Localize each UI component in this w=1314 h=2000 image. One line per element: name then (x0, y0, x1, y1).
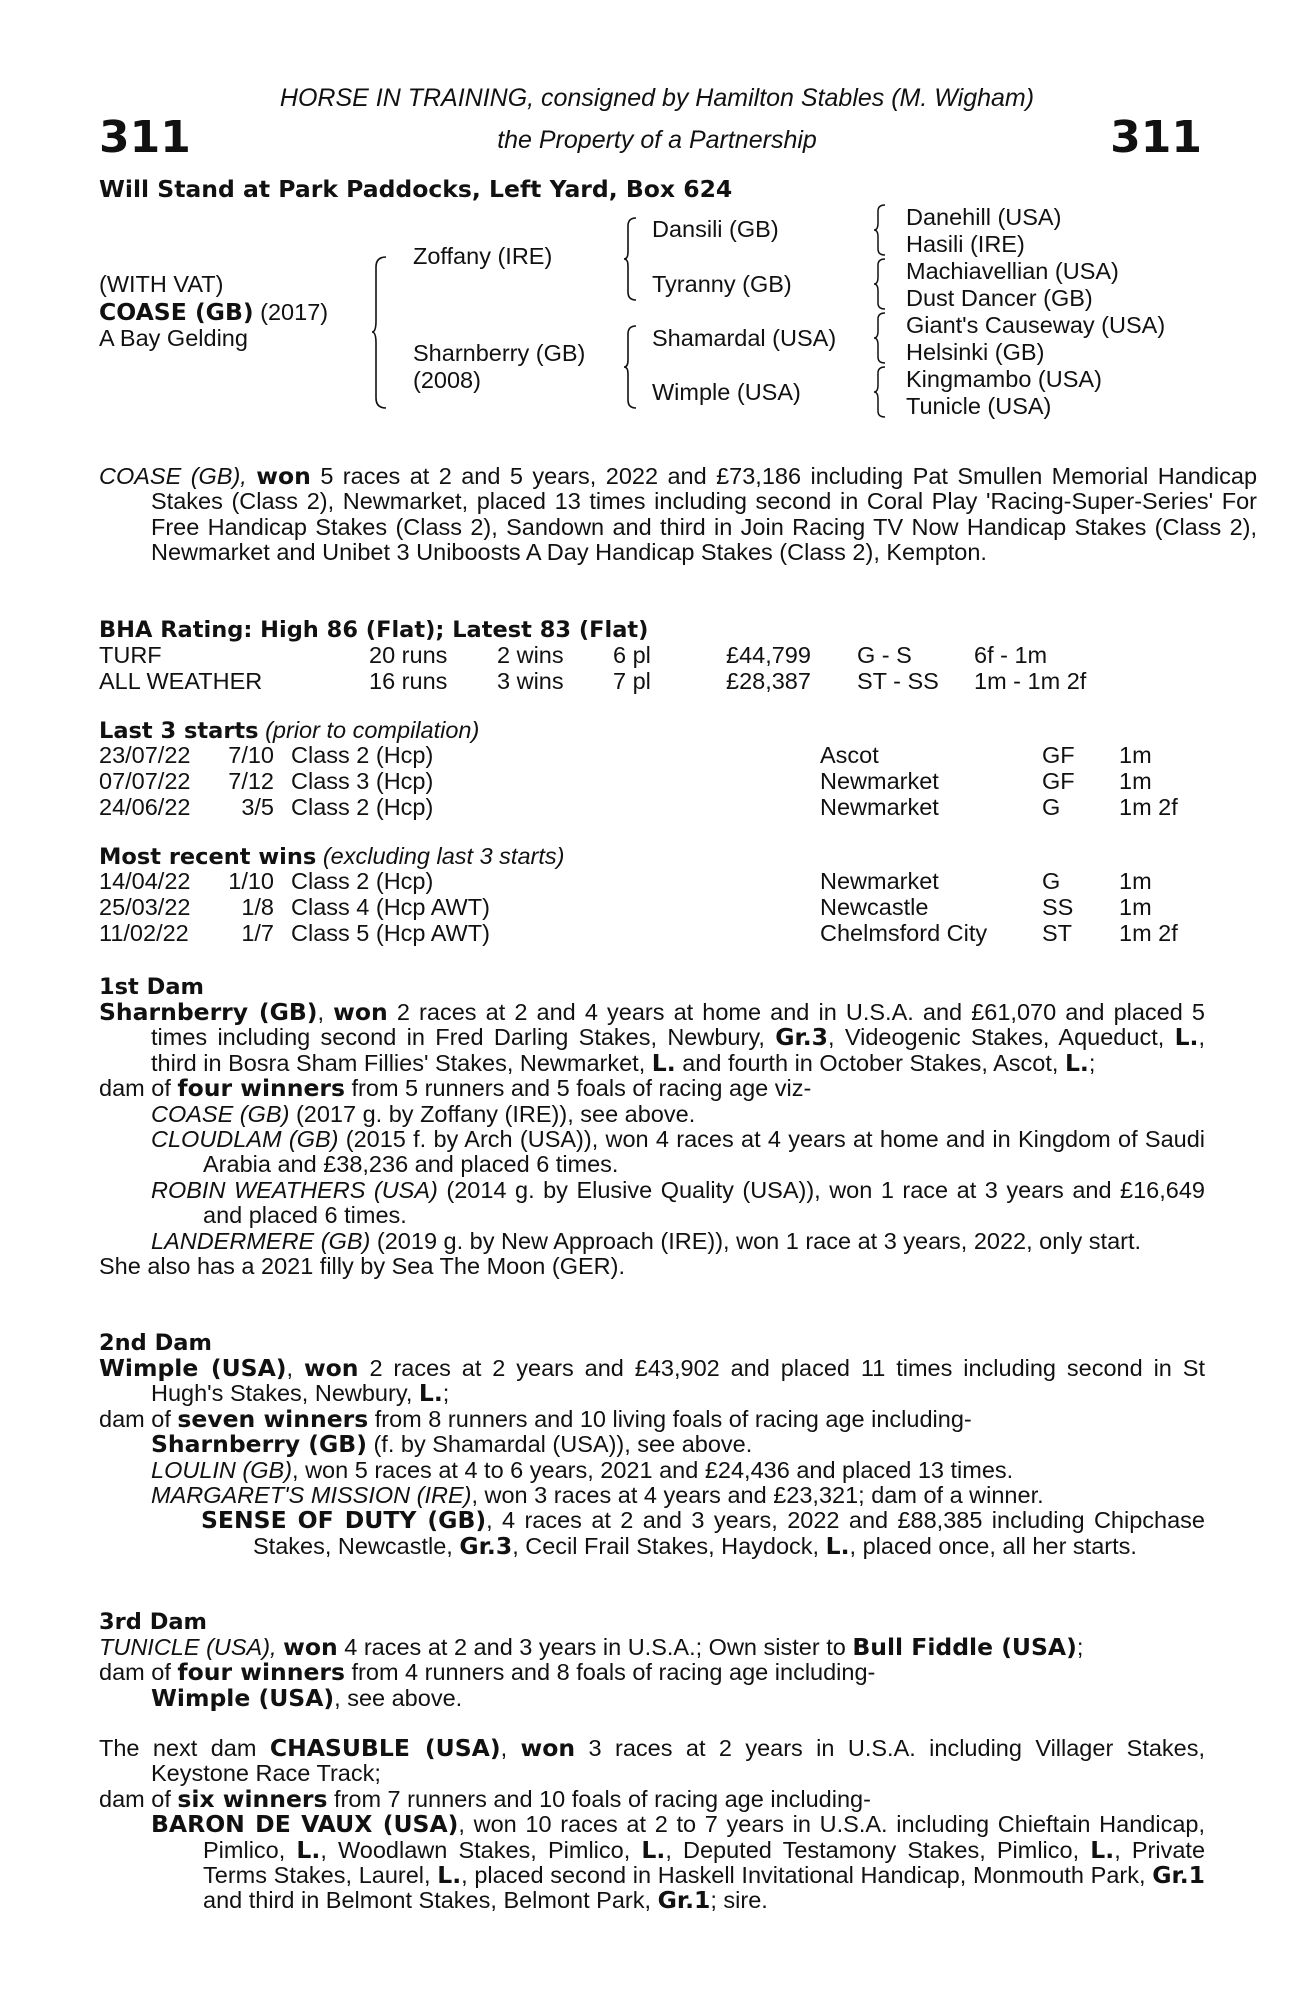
third-dam-produce-line (99, 1660, 1205, 1685)
win-position: 1/8 (241, 894, 274, 920)
rating-placed: 7 pl (613, 668, 651, 694)
win-row (99, 869, 1199, 895)
first-dam-won: won (333, 998, 388, 1026)
win-position: 1/7 (241, 920, 274, 946)
third-dam-section (99, 1635, 1205, 1711)
start-going: GF (1042, 768, 1075, 794)
listed-badge: L. (651, 1048, 676, 1077)
rating-wins: 3 wins (497, 668, 564, 694)
great-grand-3: Machiavellian (USA) (906, 258, 1119, 284)
grandsire-2: Shamardal (USA) (652, 325, 837, 351)
start-class: Class 2 (Hcp) (291, 794, 434, 820)
offspring-text: , Cecil Frail Stakes, Haydock, (512, 1532, 820, 1559)
listed-badge: L. (1064, 1048, 1089, 1077)
offspring-text: (2017 g. by Zoffany (IRE)), see above. (295, 1100, 696, 1127)
start-distance: 1m (1119, 742, 1152, 768)
next-dam-text: 3 races at 2 years in U.S.A. including Villager Stakes, Keystone Race Track; (151, 1735, 1206, 1787)
start-position: 7/10 (228, 742, 274, 768)
win-date: 14/04/22 (99, 868, 191, 894)
start-row (99, 795, 1199, 821)
start-distance: 1m (1119, 768, 1152, 794)
offspring-name: LOULIN (GB) (151, 1456, 293, 1483)
offspring-entry (99, 1683, 1205, 1712)
offspring-name: MARGARET'S MISSION (IRE) (151, 1482, 472, 1509)
offspring-name: Wimple (USA) (151, 1683, 335, 1712)
rating-distance: 1m - 1m 2f (974, 668, 1087, 694)
sister-name: Bull Fiddle (USA) (852, 1633, 1077, 1661)
produce-text: from 5 runners and 5 foals of racing age viz- (351, 1075, 812, 1102)
next-dam-produce-line (99, 1784, 1205, 1813)
vat-note: (WITH VAT) (99, 271, 224, 297)
second-dam-text-end: ; (442, 1380, 450, 1407)
win-date: 11/02/22 (99, 920, 189, 946)
second-dam-won: won (303, 1354, 359, 1382)
rating-row-turf (99, 643, 1199, 669)
win-course: Chelmsford City (820, 920, 988, 946)
offspring-text: (2019 g. by New Approach (IRE)), won 1 race at 3 years, 2022, only start. (376, 1227, 1142, 1254)
listed-badge: L. (1174, 1023, 1199, 1052)
start-going: GF (1042, 742, 1075, 768)
offspring-text: , won 5 races at 4 to 6 years, 2021 and £24,436 and placed 13 times. (292, 1456, 1014, 1483)
dam-year: (2008) (413, 367, 481, 393)
first-dam-text-5: ; (1088, 1049, 1096, 1076)
second-dam-title: 2nd Dam (99, 1330, 212, 1356)
start-date: 23/07/22 (99, 742, 191, 768)
great-grand-8: Tunicle (USA) (906, 393, 1052, 419)
produce-text: from 4 runners and 8 foals of racing age including- (351, 1659, 876, 1686)
dam-of-label: dam of (99, 1075, 171, 1102)
granddam-1: Tyranny (GB) (652, 271, 792, 297)
offspring-name: BARON DE VAUX (USA) (151, 1810, 459, 1839)
dam-of-label: dam of (99, 1785, 171, 1812)
race-summary (99, 464, 1257, 566)
recent-wins-title: Most recent wins (99, 844, 317, 870)
offspring-text: , Private Terms Stakes, Laurel, (203, 1836, 1206, 1889)
rating-going: ST - SS (857, 668, 939, 694)
second-dam-section (99, 1356, 1205, 1559)
start-course: Newmarket (820, 794, 939, 820)
third-dam-title: 3rd Dam (99, 1609, 207, 1635)
offspring-text: , Deputed Testamony Stakes, Pimlico, (665, 1836, 1080, 1863)
great-grand-5: Giant's Causeway (USA) (906, 312, 1166, 338)
second-dam-name: Wimple (USA) (99, 1354, 287, 1382)
rating-placed: 6 pl (613, 642, 651, 668)
lot-number-right: 311 (1110, 112, 1202, 163)
offspring-text: , won 3 races at 4 years and £23,321; dam of a winner. (471, 1482, 1044, 1509)
rating-surface: TURF (99, 642, 162, 668)
recent-wins-heading (99, 843, 564, 870)
last-starts-subtitle: (prior to compilation) (265, 717, 480, 743)
first-dam-title: 1st Dam (99, 974, 204, 1000)
listed-badge: L. (418, 1379, 443, 1408)
first-dam-text-2: , Videogenic Stakes, Aqueduct, (828, 1024, 1165, 1051)
win-distance: 1m 2f (1119, 920, 1178, 946)
start-row (99, 769, 1199, 795)
group-badge: Gr.3 (459, 1531, 513, 1560)
start-position: 7/12 (228, 768, 274, 794)
dam-name: Sharnberry (GB) (413, 340, 586, 366)
great-grand-7: Kingmambo (USA) (906, 366, 1102, 392)
offspring-entry (99, 1229, 1205, 1254)
offspring-name: Sharnberry (GB) (151, 1430, 367, 1459)
offspring-text: and third in Belmont Stakes, Belmont Park, (203, 1887, 652, 1914)
offspring-entry (99, 1812, 1205, 1914)
first-dam-record: Sharnberry (GB), won 2 races at 2 and 4 years at home and in U.S.A. and £61,070 and placed 5 times including second in Fred Darling Stakes, Newbury, Gr.3, Videogenic Stakes, Aqueduct, L., third in Bosra Sham Fillies' Stakes, Newmarket, L. and fourth in October Stakes, Ascot, L.; (99, 998, 1206, 1077)
win-going: ST (1042, 920, 1073, 946)
second-dam-record: Wimple (USA), won 2 races at 2 years and £43,902 and placed 11 times including second in St Hugh's Stakes, Newbury, L.; (99, 1354, 1205, 1408)
offspring-text: (f. by Shamardal (USA)), see above. (373, 1431, 753, 1458)
summary-name: COASE (GB), (99, 463, 247, 489)
first-dam-text-4: and fourth in October Stakes, Ascot, (682, 1049, 1059, 1076)
third-dam-text-end: ; (1076, 1634, 1084, 1660)
listed-badge: L. (437, 1861, 462, 1890)
win-going: SS (1042, 894, 1074, 920)
offspring-text: , won 10 races at 2 to 7 years in U.S.A. including Chieftain Handicap, Pimlico, (203, 1811, 1205, 1863)
start-distance: 1m 2f (1119, 794, 1178, 820)
third-dam-won: won (283, 1633, 338, 1661)
second-dam-text: 2 races at 2 years and £43,902 and placed 11 times including second in St Hugh's Stakes, Newbury, (151, 1355, 1205, 1407)
winners-count: four winners (177, 1074, 345, 1103)
next-dam-won: won (520, 1734, 576, 1762)
summary-text: 5 races at 2 and 5 years, 2022 and £73,186 including Pat Smullen Memorial Handicap Stakes (Class 2), Newmarket, placed 13 times including second in Coral Play 'Racing-Super-Series' For Free Handicap Stakes (Class 2), Sandown and third in Join Racing TV Now Handicap Stakes (Class 2), Newmarket and Unibet 3 Uniboosts A Day Handicap Stakes (Class 2), Kempton. (151, 463, 1258, 566)
start-class: Class 2 (Hcp) (291, 742, 434, 768)
start-date: 24/06/22 (99, 794, 191, 820)
offspring-entry (99, 1127, 1205, 1178)
great-grand-6: Helsinki (GB) (906, 339, 1045, 365)
winners-count: seven winners (177, 1404, 369, 1433)
first-dam-text-1: 2 races at 2 and 4 years at home and in U.S.A. and £61,070 and placed 5 times including second in Fred Darling Stakes, Newbury, (151, 999, 1205, 1051)
great-grand-2: Hasili (IRE) (906, 231, 1025, 257)
rating-row-aw (99, 669, 1199, 695)
sale-title: HORSE IN TRAINING, consigned by Hamilton Stables (M. Wigham) (279, 84, 1035, 112)
first-dam-name: Sharnberry (GB) (99, 998, 318, 1026)
group-badge: Gr.1 (1152, 1861, 1206, 1890)
third-dam-name: TUNICLE (USA), (99, 1634, 277, 1660)
offspring-entry (99, 1458, 1205, 1483)
win-distance: 1m (1119, 868, 1152, 894)
pedigree-brace-gg1 (874, 203, 888, 257)
group-badge: Gr.1 (657, 1886, 711, 1915)
summary-won: won (256, 462, 311, 490)
win-class: Class 5 (Hcp AWT) (291, 920, 490, 946)
listed-badge: L. (296, 1835, 321, 1864)
great-grand-4: Dust Dancer (GB) (906, 285, 1093, 311)
pedigree-brace-gg4 (874, 365, 888, 419)
offspring-text: , Woodlawn Stakes, Pimlico, (320, 1836, 631, 1863)
start-course: Ascot (820, 742, 879, 768)
horse-name-line (99, 298, 328, 326)
winners-count: six winners (177, 1784, 328, 1813)
grand-offspring-entry (99, 1508, 1205, 1559)
win-row (99, 895, 1199, 921)
start-course: Newmarket (820, 768, 939, 794)
offspring-text: ; sire. (710, 1887, 768, 1914)
granddam-2: Wimple (USA) (652, 379, 801, 405)
rating-going: G - S (857, 642, 912, 668)
third-dam-text: 4 races at 2 and 3 years in U.S.A.; Own sister to (344, 1634, 846, 1660)
pedigree-brace-main (372, 255, 392, 410)
group-badge: Gr.3 (775, 1023, 828, 1052)
offspring-entry (99, 1102, 1205, 1127)
next-dam-section (99, 1736, 1205, 1914)
rating-prize: £28,387 (726, 668, 811, 694)
start-going: G (1042, 794, 1061, 820)
last-starts-title: Last 3 starts (99, 718, 259, 744)
offspring-text: (2015 f. by Arch (USA)), won 4 races at 4 years at home and in Kingdom of Saudi Arabia and £38,236 and placed 6 times. (203, 1126, 1206, 1178)
produce-text: from 8 runners and 10 living foals of racing age including- (374, 1405, 972, 1432)
win-going: G (1042, 868, 1061, 894)
first-dam-note: She also has a 2021 filly by Sea The Moon (GER). (99, 1253, 625, 1280)
rating-runs: 16 runs (369, 668, 448, 694)
listed-badge: L. (1090, 1835, 1115, 1864)
offspring-entry (99, 1178, 1205, 1229)
stand-location: Will Stand at Park Paddocks, Left Yard, Box 624 (99, 175, 733, 203)
horse-name: COASE (GB) (99, 298, 254, 326)
grandsire-1: Dansili (GB) (652, 216, 779, 242)
pedigree-brace-dam (624, 324, 640, 410)
offspring-name: CLOUDLAM (GB) (151, 1126, 339, 1153)
bha-rating-title: BHA Rating: High 86 (Flat); Latest 83 (Flat) (99, 617, 649, 643)
offspring-text: , placed once, all her starts. (849, 1532, 1137, 1559)
win-course: Newmarket (820, 868, 939, 894)
rating-wins: 2 wins (497, 642, 564, 668)
third-dam-record (99, 1635, 1205, 1660)
win-distance: 1m (1119, 894, 1152, 920)
win-date: 25/03/22 (99, 894, 191, 920)
offspring-text: , placed second in Haskell Invitational Handicap, Monmouth Park, (461, 1862, 1146, 1889)
offspring-text: (2014 g. by Elusive Quality (USA)), won 1 race at 3 years and £16,649 and placed 6 times. (203, 1176, 1205, 1229)
horse-year: (2017) (260, 299, 329, 325)
offspring-name: ROBIN WEATHERS (USA) (151, 1176, 438, 1203)
start-row (99, 743, 1199, 769)
start-date: 07/07/22 (99, 768, 191, 794)
offspring-text: , 4 races at 2 and 3 years, 2022 and £88,385 including Chipchase Stakes, Newcastle, (253, 1507, 1205, 1559)
next-dam-label: The next dam (99, 1735, 257, 1761)
pedigree-brace-gg3 (874, 311, 888, 365)
produce-text: from 7 runners and 10 foals of racing age including- (334, 1785, 871, 1812)
start-class: Class 3 (Hcp) (291, 768, 434, 794)
next-dam-record: The next dam CHASUBLE (USA), won 3 races at 2 years in U.S.A. including Villager Stakes, Keystone Race Track; (99, 1734, 1206, 1787)
pedigree-brace-sire (624, 216, 640, 302)
horse-description: A Bay Gelding (99, 325, 248, 351)
winners-count: four winners (177, 1658, 345, 1687)
offspring-name: SENSE OF DUTY (GB) (201, 1506, 487, 1535)
rating-runs: 20 runs (369, 642, 448, 668)
win-row (99, 921, 1199, 947)
pedigree-brace-gg2 (874, 257, 888, 311)
start-position: 3/5 (241, 794, 274, 820)
offspring-entry (99, 1483, 1205, 1508)
recent-wins-subtitle: (excluding last 3 starts) (322, 843, 565, 869)
offspring-name: LANDERMERE (GB) (151, 1227, 371, 1254)
offspring-entry (99, 1432, 1205, 1457)
first-dam-text-3: , third in Bosra Sham Fillies' Stakes, Newmarket, (151, 1024, 1206, 1076)
rating-surface: ALL WEATHER (99, 668, 263, 694)
dam-of-label: dam of (99, 1405, 171, 1432)
second-dam-produce-line (99, 1404, 1205, 1433)
win-class: Class 2 (Hcp) (291, 868, 434, 894)
last-starts-heading (99, 717, 479, 744)
dam-of-label: dam of (99, 1659, 171, 1686)
listed-badge: L. (825, 1531, 850, 1560)
first-dam-section (99, 1000, 1205, 1279)
win-position: 1/10 (228, 868, 274, 894)
rating-distance: 6f - 1m (974, 642, 1048, 668)
listed-badge: L. (641, 1835, 666, 1864)
next-dam-name: CHASUBLE (USA) (269, 1734, 501, 1762)
win-class: Class 4 (Hcp AWT) (291, 894, 490, 920)
offspring-text: , see above. (334, 1684, 463, 1711)
lot-number-left: 311 (99, 112, 191, 163)
first-dam-produce-line (99, 1076, 1205, 1101)
sire-name: Zoffany (IRE) (413, 243, 553, 269)
property-line: the Property of a Partnership (497, 126, 817, 154)
great-grand-1: Danehill (USA) (906, 204, 1062, 230)
win-course: Newcastle (820, 894, 929, 920)
rating-prize: £44,799 (726, 642, 811, 668)
offspring-name: COASE (GB) (151, 1100, 290, 1127)
